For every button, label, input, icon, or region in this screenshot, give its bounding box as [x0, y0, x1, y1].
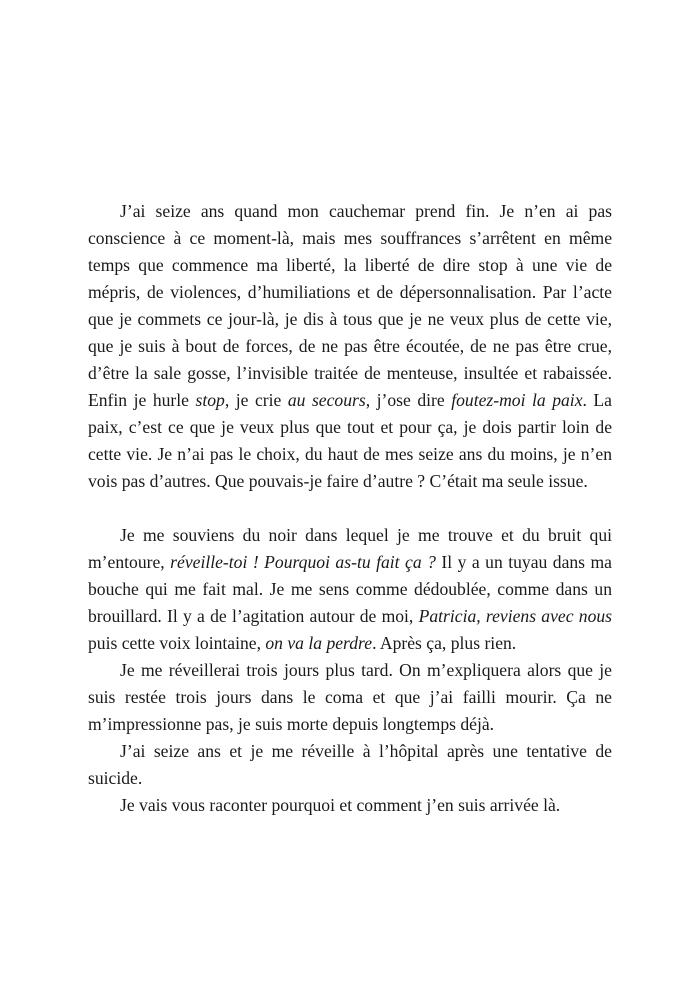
text-segment: . La paix, c’est ce que je veux plus que tout et pour ça, je dois partir loin de cette vie. Je n’ai pas le choix, du haut de mes seize ans du moins, je n’en vois pas d’autres. Que pouvais-je faire d’autre ? C’était ma seule issue. — [88, 390, 612, 491]
paragraph-5 — [88, 792, 612, 819]
text-segment: Je me souviens du noir dans lequel je me trouve et du bruit qui m’entoure, — [88, 525, 612, 572]
paragraph-3 — [88, 657, 612, 738]
text-segment: J’ai seize ans et je me réveille à l’hôpital après une tentative de suicide. — [88, 741, 612, 788]
paragraph-2 — [88, 522, 612, 657]
page-body — [88, 198, 612, 819]
text-segment: . Après ça, plus rien. — [372, 633, 517, 653]
text-segment: Il y a un tuyau dans ma bouche qui me fait mal. Je me sens comme dédoublée, comme dans un brouillard. Il y a de l’agitation autour de moi, — [88, 552, 612, 626]
italic-segment: au secours — [287, 390, 366, 410]
paragraph-1 — [88, 198, 612, 495]
italic-segment: on va la perdre — [265, 633, 373, 653]
paragraph-4 — [88, 738, 612, 792]
text-segment: , je crie — [224, 390, 288, 410]
text-segment: puis cette voix lointaine, — [88, 633, 266, 653]
italic-segment: stop — [195, 390, 225, 410]
italic-segment: foutez-moi la paix — [451, 390, 583, 410]
text-segment: Je vais vous raconter pourquoi et comment j’en suis arrivée là. — [120, 795, 561, 815]
text-segment: , j’ose dire — [365, 390, 452, 410]
text-segment: Je me réveillerai trois jours plus tard. On m’expliquera alors que je suis restée trois jours dans le coma et que j’ai failli mourir. Ça ne m’impressionne pas, je suis morte depuis longtemps déjà. — [88, 660, 612, 734]
italic-segment: Patricia, reviens avec nous — [418, 606, 613, 626]
italic-segment: réveille-toi ! Pourquoi as-tu fait ça ? — [170, 552, 436, 572]
text-segment: J’ai seize ans quand mon cauchemar prend fin. Je n’en ai pas conscience à ce moment-là, mais mes souffrances s’arrêtent en même temps que commence ma liberté, la liberté de dire stop à une vie de mépris, de violences, d’humiliations et de dépersonnalisation. Par l’acte que je commets ce jour-là, je dis à tous que je ne veux plus de cette vie, que je suis à bout de forces, de ne pas être écoutée, de ne pas être crue, d’être la sale gosse, l’invisible traitée de menteuse, insultée et rabaissée. Enfin je hurle — [88, 201, 612, 410]
